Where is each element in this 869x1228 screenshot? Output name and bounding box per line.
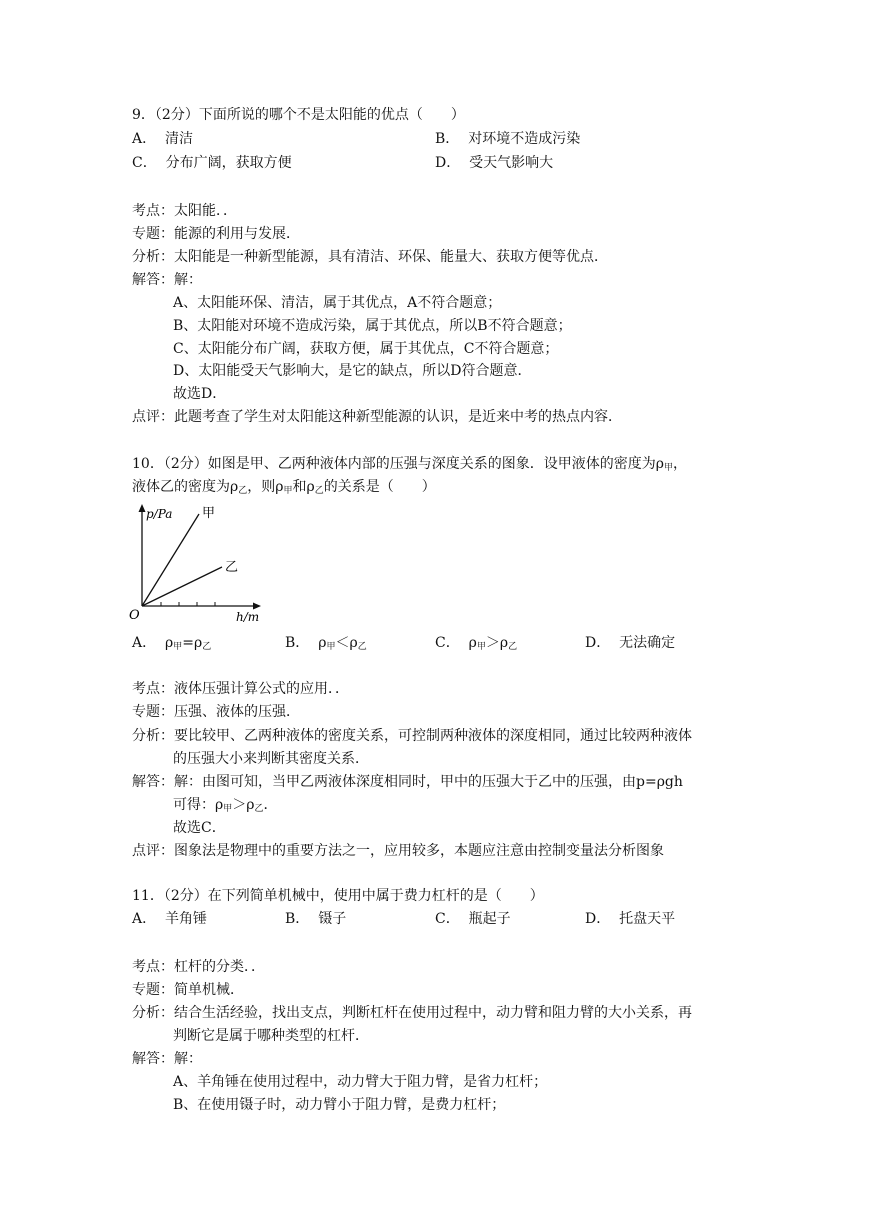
line-jia-label: 甲 <box>202 506 216 521</box>
q9-jieda-line: B、太阳能对环境不造成污染，属于其优点，所以B不符合题意； <box>173 318 572 334</box>
q10-option-c: C． $\rho_甲>\rho_乙$ <box>435 635 518 652</box>
q9-dianping: 点评：此题考查了学生对太阳能这种新型能源的认识，是近来中考的热点内容． <box>132 409 622 425</box>
q11-jieda-line: B、在使用镊子时，动力臂小于阻力臂，是费力杠杆； <box>173 1097 506 1113</box>
q10-jieda-line2: 可得：$\rho_甲>\rho_乙$． <box>173 797 278 814</box>
q10-jieda-line1: 解答：解：由图可知，当甲乙两液体深度相同时，甲中的压强大于乙中的压强，由p=ρgh <box>132 774 683 790</box>
y-axis-arrow <box>139 504 146 512</box>
q11-stem: 11．（2分）在下列简单机械中，使用中属于费力杠杆的是（ ） <box>132 888 544 904</box>
q10-jieda-line3: 故选C． <box>173 820 226 836</box>
q9-option-a: A． 清洁 <box>132 131 194 147</box>
x-axis-arrow <box>253 603 261 610</box>
q10-option-a: A． $\rho_甲=\rho_乙$ <box>132 635 212 652</box>
q9-jieda-line: 故选D． <box>173 386 227 402</box>
q11-fenxi-line1: 分析：结合生活经验，找出支点，判断杠杆在使用过程中，动力臂和阻力臂的大小关系，再 <box>132 1005 692 1021</box>
q11-option-d: D． 托盘天平 <box>585 911 676 927</box>
q10-zhuanti: 专题：压强、液体的压强． <box>132 704 300 720</box>
q11-kaodian: 考点：杠杆的分类．． <box>132 959 265 975</box>
q11-jieda-head: 解答：解： <box>132 1051 202 1067</box>
q11-jieda-line: A、羊角锤在使用过程中，动力臂大于阻力臂，是省力杠杆； <box>173 1074 548 1090</box>
q10-fenxi-line2: 的压强大小来判断其密度关系． <box>173 751 369 767</box>
q11-option-a: A． 羊角锤 <box>132 911 208 927</box>
line-yi-label: 乙 <box>225 560 239 575</box>
q10-stem-line1: 10．（2分）如图是甲、乙两种液体内部的压强与深度关系的图象．设甲液体的密度为$\rho_甲$， <box>132 456 687 473</box>
q10-dianping: 点评：图象法是物理中的重要方法之一，应用较多，本题应注意由控制变量法分析图象 <box>132 843 664 859</box>
pressure-depth-graph <box>128 503 268 623</box>
q9-fenxi: 分析：太阳能是一种新型能源，具有清洁、环保、能量大、获取方便等优点． <box>132 249 608 265</box>
q11-option-c: C． 瓶起子 <box>435 911 511 927</box>
q10-option-d: D． 无法确定 <box>585 635 676 651</box>
q9-option-b: B． 对环境不造成污染 <box>435 131 581 147</box>
q10-fenxi-line1: 分析：要比较甲、乙两种液体的密度关系，可控制两种液体的深度相同，通过比较两种液体 <box>132 728 692 744</box>
q9-stem: 9．（2分）下面所说的哪个不是太阳能的优点（ ） <box>132 107 465 123</box>
q11-fenxi-line2: 判断它是属于哪种类型的杠杆． <box>173 1028 369 1044</box>
q10-kaodian: 考点：液体压强计算公式的应用．． <box>132 681 349 697</box>
q11-option-b: B． 镊子 <box>285 911 347 927</box>
q9-jieda-line: A、太阳能环保、清洁，属于其优点，A不符合题意； <box>173 295 502 311</box>
q9-option-c: C． 分布广阔，获取方便 <box>132 155 292 171</box>
q9-jieda-head: 解答：解： <box>132 272 202 288</box>
x-axis-label: h/m <box>236 610 260 623</box>
q9-jieda-line: D、太阳能受天气影响大，是它的缺点，所以D符合题意． <box>173 363 532 379</box>
q9-kaodian: 考点：太阳能．． <box>132 203 237 219</box>
q9-jieda-line: C、太阳能分布广阔，获取方便，属于其优点，C不符合题意； <box>173 341 559 357</box>
q9-zhuanti: 专题：能源的利用与发展． <box>132 226 300 242</box>
q9-option-d: D． 受天气影响大 <box>435 155 554 171</box>
origin-label: O <box>129 608 140 623</box>
y-axis-label: p/Pa <box>146 507 173 521</box>
q10-option-b: B． $\rho_甲<\rho_乙$ <box>285 635 367 652</box>
q11-zhuanti: 专题：简单机械． <box>132 982 244 998</box>
q10-stem-line2: 液体乙的密度为$\rho_乙$，则$\rho_甲$和$\rho_乙$的关系是（ ） <box>132 479 436 496</box>
